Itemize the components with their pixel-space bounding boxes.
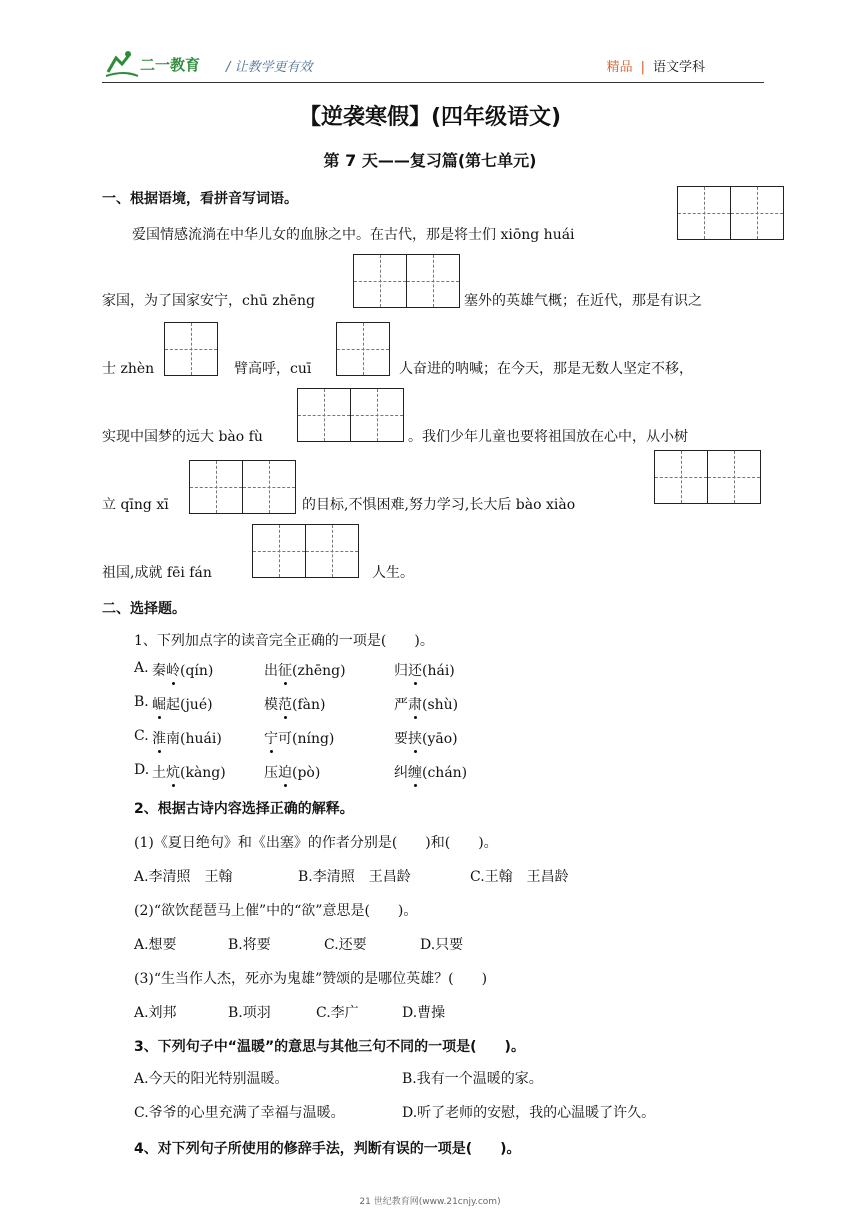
q1-option-item xyxy=(152,728,222,748)
q2-stem: 2、根据古诗内容选择正确的解释。 xyxy=(134,801,354,817)
item-pre: 出 xyxy=(264,663,278,679)
dotted-char: 肃 xyxy=(408,694,422,714)
s1-line-6b: 人生。 xyxy=(372,565,414,581)
item-pre: 模 xyxy=(264,697,278,713)
subject-label: 语文学科 xyxy=(652,60,705,75)
header-divider xyxy=(102,82,764,83)
item-post: (qín) xyxy=(180,663,214,679)
item-pre: 要 xyxy=(394,731,408,747)
answer-grid-3[interactable] xyxy=(164,322,218,376)
item-pre: 秦 xyxy=(152,663,166,679)
s1-line-4b: 。我们少年儿童也要将祖国放在心中，从小树 xyxy=(408,429,688,445)
q2-sub3-opt-c[interactable]: C.李广 xyxy=(316,1005,359,1021)
s1-line-4a: 实现中国梦的远大 bào fù xyxy=(102,429,263,445)
dotted-char: 还 xyxy=(408,660,422,680)
s1-line-5b: 的目标,不惧困难,努力学习,长大后 bào xiào xyxy=(302,497,576,513)
s1-line-3b: 臂高呼，cuī xyxy=(234,361,312,377)
q3-opt-c[interactable]: C.爷爷的心里充满了幸福与温暖。 xyxy=(134,1105,345,1121)
item-pre: 土 xyxy=(152,765,166,781)
header-right xyxy=(607,56,705,75)
item-pre: 严 xyxy=(394,697,408,713)
answer-grid-1[interactable] xyxy=(677,186,784,240)
q3-opt-a[interactable]: A.今天的阳光特别温暖。 xyxy=(134,1071,289,1087)
page-title: 【逆袭寒假】(四年级语文) xyxy=(298,105,562,130)
quality-badge: 精品 xyxy=(606,60,633,75)
item-pre: 纠 xyxy=(394,765,408,781)
answer-grid-4[interactable] xyxy=(336,322,390,376)
item-post: (fàn) xyxy=(292,697,326,713)
s1-line-3a: 士 zhèn xyxy=(102,361,155,377)
answer-grid-5[interactable] xyxy=(297,388,404,442)
s1-line-2a: 家国，为了国家安宁，chū zhēng xyxy=(102,293,315,309)
q2-sub1-opt-a[interactable]: A.李清照 王翰 xyxy=(134,869,233,885)
q1-option-item xyxy=(394,694,458,714)
q1-option-item xyxy=(264,728,334,748)
q2-sub2-opt-d[interactable]: D.只要 xyxy=(420,937,464,953)
q1-option-label[interactable]: C. xyxy=(134,728,149,744)
dotted-char: 炕 xyxy=(166,762,180,782)
dotted-char: 崛 xyxy=(152,694,166,714)
header-slogan: / 让教学更有效 xyxy=(226,60,313,75)
q1-option-item xyxy=(152,694,213,714)
q1-option-item xyxy=(394,728,458,748)
item-post: (shù) xyxy=(422,697,459,713)
q1-option-item xyxy=(394,660,455,680)
item-post: 可(níng) xyxy=(278,731,335,747)
dotted-char: 淮 xyxy=(152,728,166,748)
q1-option-label[interactable]: D. xyxy=(134,762,150,778)
item-post: (kàng) xyxy=(180,765,226,781)
s1-line-3c: 人奋进的呐喊；在今天，那是无数人坚定不移， xyxy=(399,361,693,377)
dotted-char: 挟 xyxy=(408,728,422,748)
q3-opt-d[interactable]: D.听了老师的安慰，我的心温暖了许久。 xyxy=(402,1105,656,1121)
q2-sub2: (2)“欲饮琵琶马上催”中的“欲”意思是( )。 xyxy=(134,903,418,919)
q1-option-item xyxy=(152,762,226,782)
q1-option-label[interactable]: A. xyxy=(134,660,149,676)
item-post: (zhēng) xyxy=(292,663,346,679)
page-footer: 21 世纪教育网(www.21cnjy.com) xyxy=(359,1197,501,1207)
dotted-char: 迫 xyxy=(278,762,292,782)
q1-option-label[interactable]: B. xyxy=(134,694,149,710)
answer-grid-6[interactable] xyxy=(189,460,296,514)
logo-text: 二一教育 xyxy=(140,56,201,74)
answer-grid-8[interactable] xyxy=(252,524,359,578)
logo-icon xyxy=(104,48,222,80)
item-pre: 归 xyxy=(394,663,408,679)
q2-sub3-opt-b[interactable]: B.项羽 xyxy=(228,1005,271,1021)
header-separator: | xyxy=(640,60,645,75)
item-post: 起(jué) xyxy=(166,697,213,713)
answer-grid-7[interactable] xyxy=(654,450,761,504)
q2-sub3: (3)“生当作人杰，死亦为鬼雄”赞颂的是哪位英雄？( ) xyxy=(134,971,488,987)
q4-stem: 4、对下列句子所使用的修辞手法，判断有误的一项是( )。 xyxy=(134,1141,521,1157)
s1-line-5a: 立 qīng xī xyxy=(102,497,169,513)
item-post: (pò) xyxy=(292,765,321,781)
q2-sub2-opt-a[interactable]: A.想要 xyxy=(134,937,177,953)
item-post: (chán) xyxy=(422,765,468,781)
s1-line-2b: 塞外的英雄气概；在近代，那是有识之 xyxy=(464,293,702,309)
page-subtitle: 第 7 天——复习篇(第七单元) xyxy=(323,151,537,170)
q2-sub1-opt-c[interactable]: C.王翰 王昌龄 xyxy=(470,869,569,885)
q2-sub1-opt-b[interactable]: B.李清照 王昌龄 xyxy=(298,869,411,885)
dotted-char: 宁 xyxy=(264,728,278,748)
q1-option-item xyxy=(264,694,325,714)
q1-stem: 1、下列加点字的读音完全正确的一项是( )。 xyxy=(134,633,434,649)
q2-sub2-opt-b[interactable]: B.将要 xyxy=(228,937,271,953)
item-pre: 压 xyxy=(264,765,278,781)
q3-opt-b[interactable]: B.我有一个温暖的家。 xyxy=(402,1071,543,1087)
dotted-char: 征 xyxy=(278,660,292,680)
q1-option-item xyxy=(152,660,213,680)
q2-sub1: (1)《夏日绝句》和《出塞》的作者分别是( )和( )。 xyxy=(134,835,498,851)
q3-stem: 3、下列句子中“温暖”的意思与其他三句不同的一项是( )。 xyxy=(134,1039,525,1055)
answer-grid-2[interactable] xyxy=(353,254,460,308)
q1-option-item xyxy=(394,762,467,782)
dotted-char: 范 xyxy=(278,694,292,714)
item-post: (hái) xyxy=(422,663,455,679)
dotted-char: 缠 xyxy=(408,762,422,782)
q2-sub2-opt-c[interactable]: C.还要 xyxy=(324,937,367,953)
s1-line-6a: 祖国,成就 fēi fán xyxy=(102,565,212,581)
q2-sub3-opt-d[interactable]: D.曹操 xyxy=(402,1005,446,1021)
section1-heading: 一、根据语境，看拼音写词语。 xyxy=(102,191,298,207)
item-post: 南(huái) xyxy=(166,731,222,747)
q1-option-item xyxy=(264,660,346,680)
item-post: (yāo) xyxy=(422,731,458,747)
q2-sub3-opt-a[interactable]: A.刘邦 xyxy=(134,1005,177,1021)
section2-heading: 二、选择题。 xyxy=(102,601,186,617)
q1-option-item xyxy=(264,762,320,782)
dotted-char: 岭 xyxy=(166,660,180,680)
s1-line-1: 爱国情感流淌在中华儿女的血脉之中。在古代，那是将士们 xiōng huái xyxy=(132,227,575,243)
